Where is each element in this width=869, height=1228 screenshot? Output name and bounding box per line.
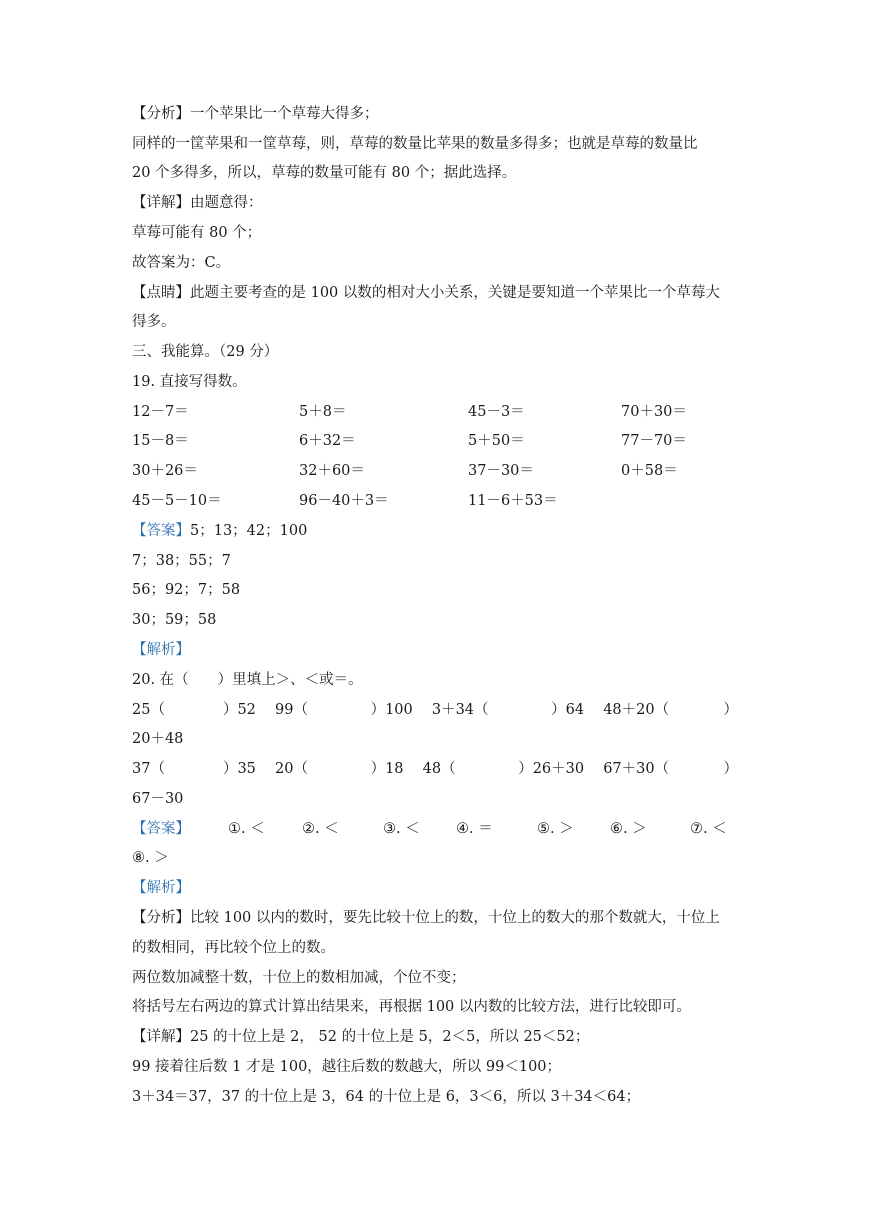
problem: 70＋30＝ (621, 404, 687, 420)
q19-row-2 (132, 431, 772, 451)
q18-analysis-line-2: 同样的一筐苹果和一筐草莓，则，草莓的数量比苹果的数量多得多；也就是草莓的数量比 (132, 136, 698, 152)
answer-text: 5；13；42；100 (190, 523, 308, 539)
problem: 45－5－10＝ (132, 493, 222, 509)
problem: 5＋50＝ (468, 433, 525, 449)
answer-item: ⑤. ＞ (537, 821, 574, 837)
q20-row-2 (132, 759, 738, 779)
q19-jiexi-tag: 【解析】 (132, 642, 190, 658)
q20-analysis-line-4: 将括号左右两边的算式计算出结果来，再根据 100 以内数的比较方法，进行比较即可。 (132, 999, 691, 1015)
comment-text: 此题主要考查的是 100 以数的相对大小关系，关键是要知道一个苹果比一个草莓大 (190, 285, 720, 301)
problem: 77－70＝ (621, 433, 687, 449)
q20-analysis-line-2: 的数相同，再比较个位上的数。 (132, 940, 335, 956)
q19-answer-line-3: 56；92；7；58 (132, 582, 241, 598)
q18-analysis-line-1 (132, 104, 379, 124)
answer-item: ⑥. ＞ (610, 821, 647, 837)
problem: 45－3＝ (468, 404, 525, 420)
problem: 37－30＝ (468, 463, 534, 479)
q19-answer-line-1 (132, 521, 307, 541)
q19-row-4 (132, 491, 772, 511)
problem: 11－6＋53＝ (468, 493, 558, 509)
q18-detail-line-2: 草莓可能有 80 个； (132, 225, 262, 241)
detail-tag: 【详解】 (132, 1029, 190, 1045)
answer-item: ①. ＜ (228, 821, 265, 837)
problem: 96－40＋3＝ (299, 493, 389, 509)
q19-title: 19. 直接写得数。 (132, 374, 247, 390)
compare-items: 25（ ）52 99（ ）100 3＋34（ ）64 48＋20（ (132, 702, 670, 718)
q20-answer-row (132, 819, 738, 839)
answer-item: ②. ＜ (302, 821, 339, 837)
problem: 0＋58＝ (621, 463, 678, 479)
q20-detail-line-1 (132, 1027, 589, 1047)
q20-answer-last: ⑧. ＞ (132, 850, 169, 866)
q19-answer-line-2: 7；38；55；7 (132, 553, 231, 569)
compare-items: 37（ ）35 20（ ）18 48（ ）26＋30 67＋30（ (132, 761, 670, 777)
problem: 6＋32＝ (299, 433, 356, 449)
section-heading: 三、我能算。（29 分） (132, 344, 279, 360)
problem: 5＋8＝ (299, 404, 347, 420)
detail-text: 由题意得： (190, 195, 263, 211)
comment-tag: 【点睛】 (132, 285, 190, 301)
q20-title: 20. 在（ ）里填上＞、＜或＝。 (132, 672, 363, 688)
q19-row-1 (132, 402, 772, 422)
q18-comment-line-2: 得多。 (132, 314, 176, 330)
detail-text: 25 的十位上是 2， 52 的十位上是 5，2＜5，所以 25＜52； (190, 1029, 590, 1045)
q18-detail-line-1 (132, 193, 263, 213)
q20-analysis-line-1 (132, 908, 720, 928)
q18-comment-line-1 (132, 283, 720, 303)
analysis-tag: 【分析】 (132, 910, 190, 926)
q20-row-1 (132, 700, 738, 720)
answer-tag: 【答案】 (132, 821, 190, 837)
answer-tag: 【答案】 (132, 523, 190, 539)
analysis-text: 一个苹果比一个草莓大得多； (190, 106, 379, 122)
compare-close: ） (723, 761, 738, 777)
q20-row-1-cont: 20＋48 (132, 731, 184, 747)
problem: 32＋60＝ (299, 463, 365, 479)
analysis-text: 比较 100 以内的数时，要先比较十位上的数，十位上的数大的那个数就大，十位上 (190, 910, 720, 926)
q18-detail-line-3: 故答案为：C。 (132, 255, 231, 271)
q18-analysis-line-3: 20 个多得多，所以，草莓的数量可能有 80 个；据此选择。 (132, 165, 517, 181)
answer-item: ⑦. ＜ (690, 821, 727, 837)
answer-item: ③. ＜ (383, 821, 420, 837)
detail-tag: 【详解】 (132, 195, 190, 211)
q19-row-3 (132, 461, 772, 481)
problem: 30＋26＝ (132, 463, 198, 479)
answer-item: ④. ＝ (456, 821, 493, 837)
q20-analysis-line-3: 两位数加减整十数，十位上的数相加减，个位不变； (132, 970, 466, 986)
q20-row-2-cont: 67－30 (132, 791, 184, 807)
problem: 15－8＝ (132, 433, 189, 449)
q20-detail-line-3: 3＋34＝37，37 的十位上是 3，64 的十位上是 6，3＜6，所以 3＋34＜64； (132, 1089, 641, 1105)
q19-answer-line-4: 30；59；58 (132, 612, 217, 628)
q20-detail-line-2: 99 接着往后数 1 才是 100，越往后数的数越大，所以 99＜100； (132, 1059, 562, 1075)
analysis-tag: 【分析】 (132, 106, 190, 122)
problem: 12－7＝ (132, 404, 189, 420)
q20-jiexi-tag: 【解析】 (132, 880, 190, 896)
compare-close: ） (723, 702, 738, 718)
